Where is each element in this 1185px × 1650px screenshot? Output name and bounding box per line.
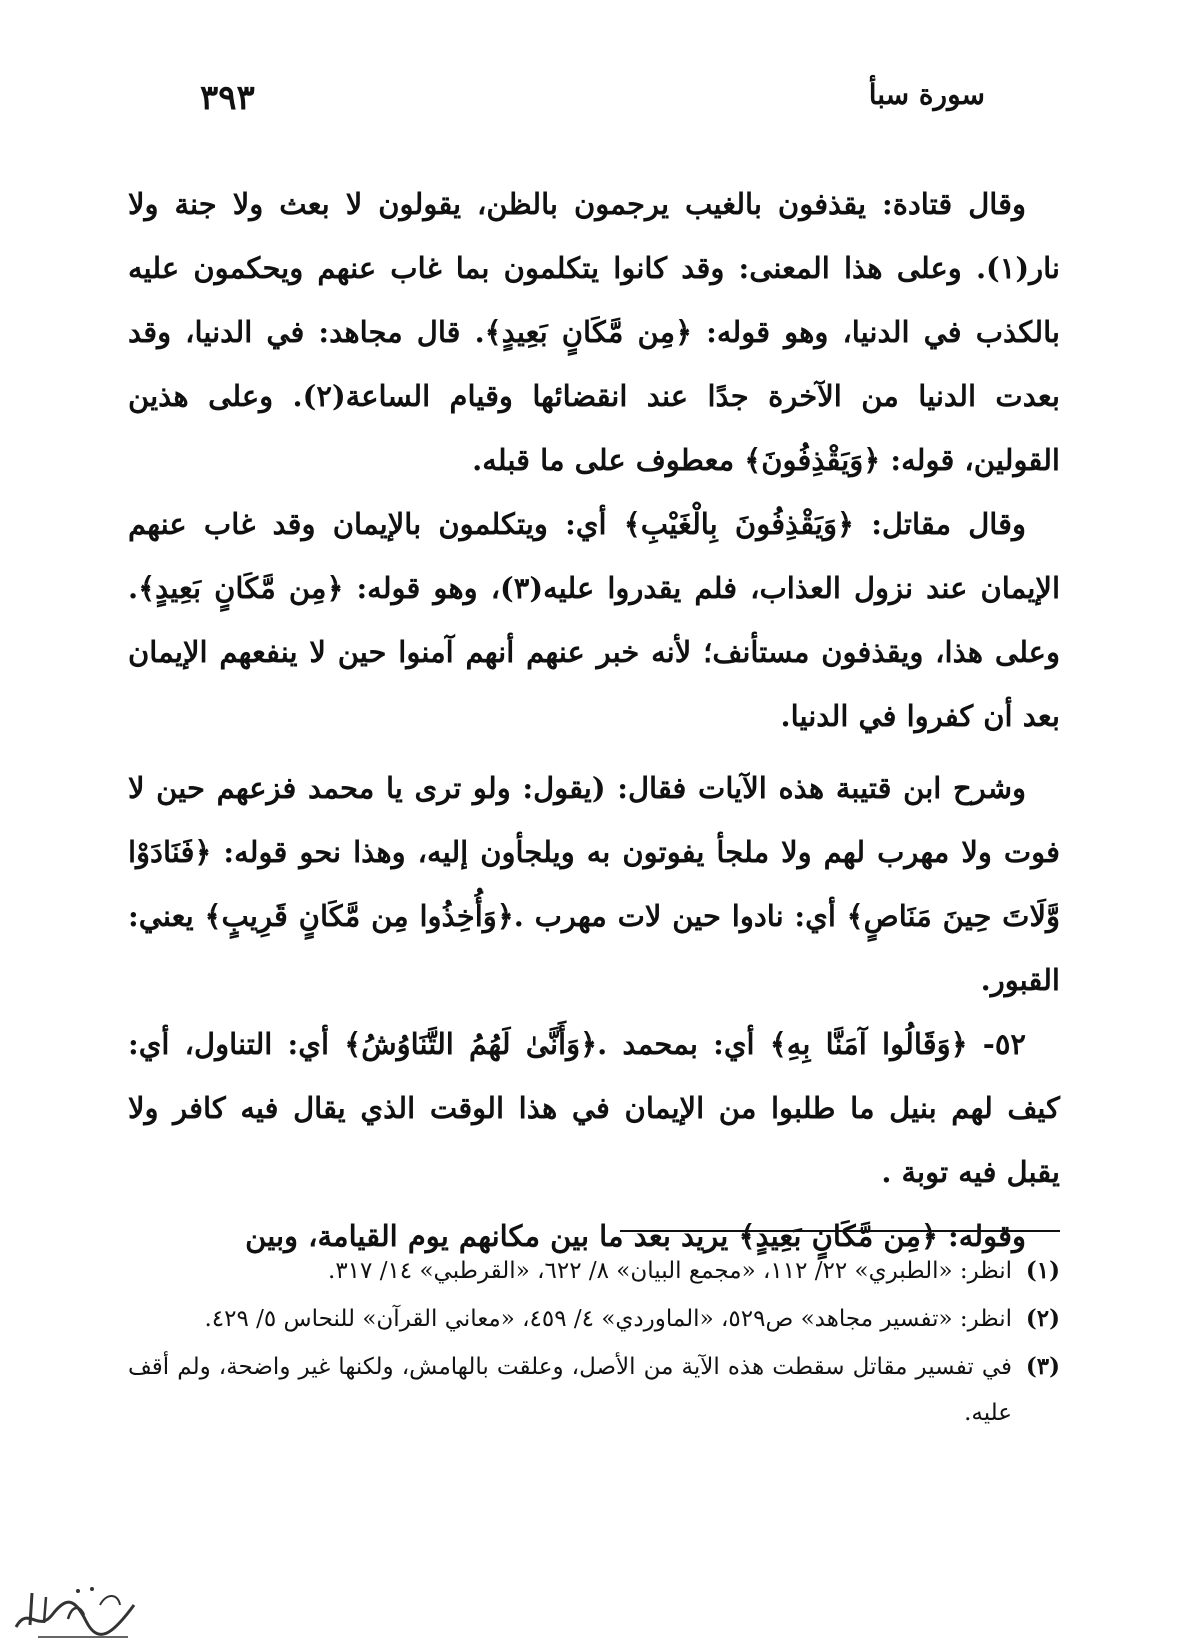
paragraph: وقال مقاتل: ﴿وَيَقْذِفُونَ بِالْغَيْبِ﴾ أي: ويتكلمون بالإيمان وقد غاب عنهم الإيمان عند نزول العذاب، فلم يقدروا عليه(٣)، وهو قوله: ﴿مِن مَّكَانٍ بَعِيدٍ﴾. وعلى هذا، ويقذفون مستأنف؛ لأنه خبر عنهم أنهم آمنوا حين لا ينفعهم الإيمان بعد أن كفروا في الدنيا. — [128, 507, 1061, 733]
footnote-item — [128, 1296, 1060, 1342]
paragraph: ٥٢- ﴿وَقَالُوا آمَنَّا بِهِ﴾ أي: بمحمد .﴿وَأَنَّىٰ لَهُمُ التَّنَاوُشُ﴾ أي: التناول، أي: كيف لهم بنيل ما طلبوا من الإيمان في هذا الوقت الذي يقال فيه كافر ولا يقبل فيه توبة . — [128, 1027, 1060, 1189]
paragraph: وقوله: ﴿مِن مَّكَانٍ بَعِيدٍ﴾ يريد بعد ما بين مكانهم يوم القيامة، وبين — [245, 1219, 1026, 1253]
footnotes — [128, 1248, 1060, 1438]
main-text — [128, 172, 1060, 1268]
footnote-number: (٣) — [1025, 1353, 1060, 1380]
footnote-divider — [620, 1230, 1060, 1232]
page-header — [200, 78, 985, 128]
running-title: سورة سبأ — [868, 78, 985, 111]
footnote-text: انظر: «تفسير مجاهد» ص٥٢٩، «الماوردي» ٤/ ٤٥٩، «معاني القرآن» للنحاس ٥/ ٤٢٩. — [204, 1306, 1012, 1332]
page-number: ٣٩٣ — [200, 78, 255, 118]
footnote-item — [128, 1344, 1060, 1436]
footnote-text: انظر: «الطبري» ٢٢/ ١١٢، «مجمع البيان» ٨/ ٦٢٢، «القرطبي» ١٤/ ٣١٧. — [328, 1258, 1012, 1284]
footnote-number: (٢) — [1025, 1305, 1060, 1332]
calligraphic-logo-icon — [8, 1575, 143, 1645]
footnote-item — [128, 1248, 1060, 1294]
paragraph: وقال قتادة: يقذفون بالغيب يرجمون بالظن، يقولون لا بعث ولا جنة ولا نار(١). وعلى هذا المعنى: وقد كانوا يتكلمون بما غاب عنهم ويحكمون عليه بالكذب في الدنيا، وهو قوله: ﴿مِن مَّكَانٍ بَعِيدٍ﴾. قال مجاهد: في الدنيا، وقد بعدت الدنيا من الآخرة جدًا عند انقضائها وقيام الساعة(٢). وعلى هذين القولين، قوله: ﴿وَيَقْذِفُونَ﴾ معطوف على ما قبله. — [128, 187, 1060, 477]
footnote-number: (١) — [1025, 1257, 1060, 1284]
footnote-text: في تفسير مقاتل سقطت هذه الآية من الأصل، وعلقت بالهامش، ولكنها غير واضحة، ولم أقف عليه. — [128, 1354, 1012, 1426]
paragraph: وشرح ابن قتيبة هذه الآيات فقال: (يقول: ولو ترى يا محمد فزعهم حين لا فوت ولا مهرب لهم ولا ملجأ يفوتون به ويلجأون إليه، وهذا نحو قوله: ﴿فَنَادَوْا وَّلَاتَ حِينَ مَنَاصٍ﴾ أي: نادوا حين لات مهرب .﴿وَأُخِذُوا مِن مَّكَانٍ قَرِيبٍ﴾ يعني: القبور. — [128, 771, 1060, 997]
